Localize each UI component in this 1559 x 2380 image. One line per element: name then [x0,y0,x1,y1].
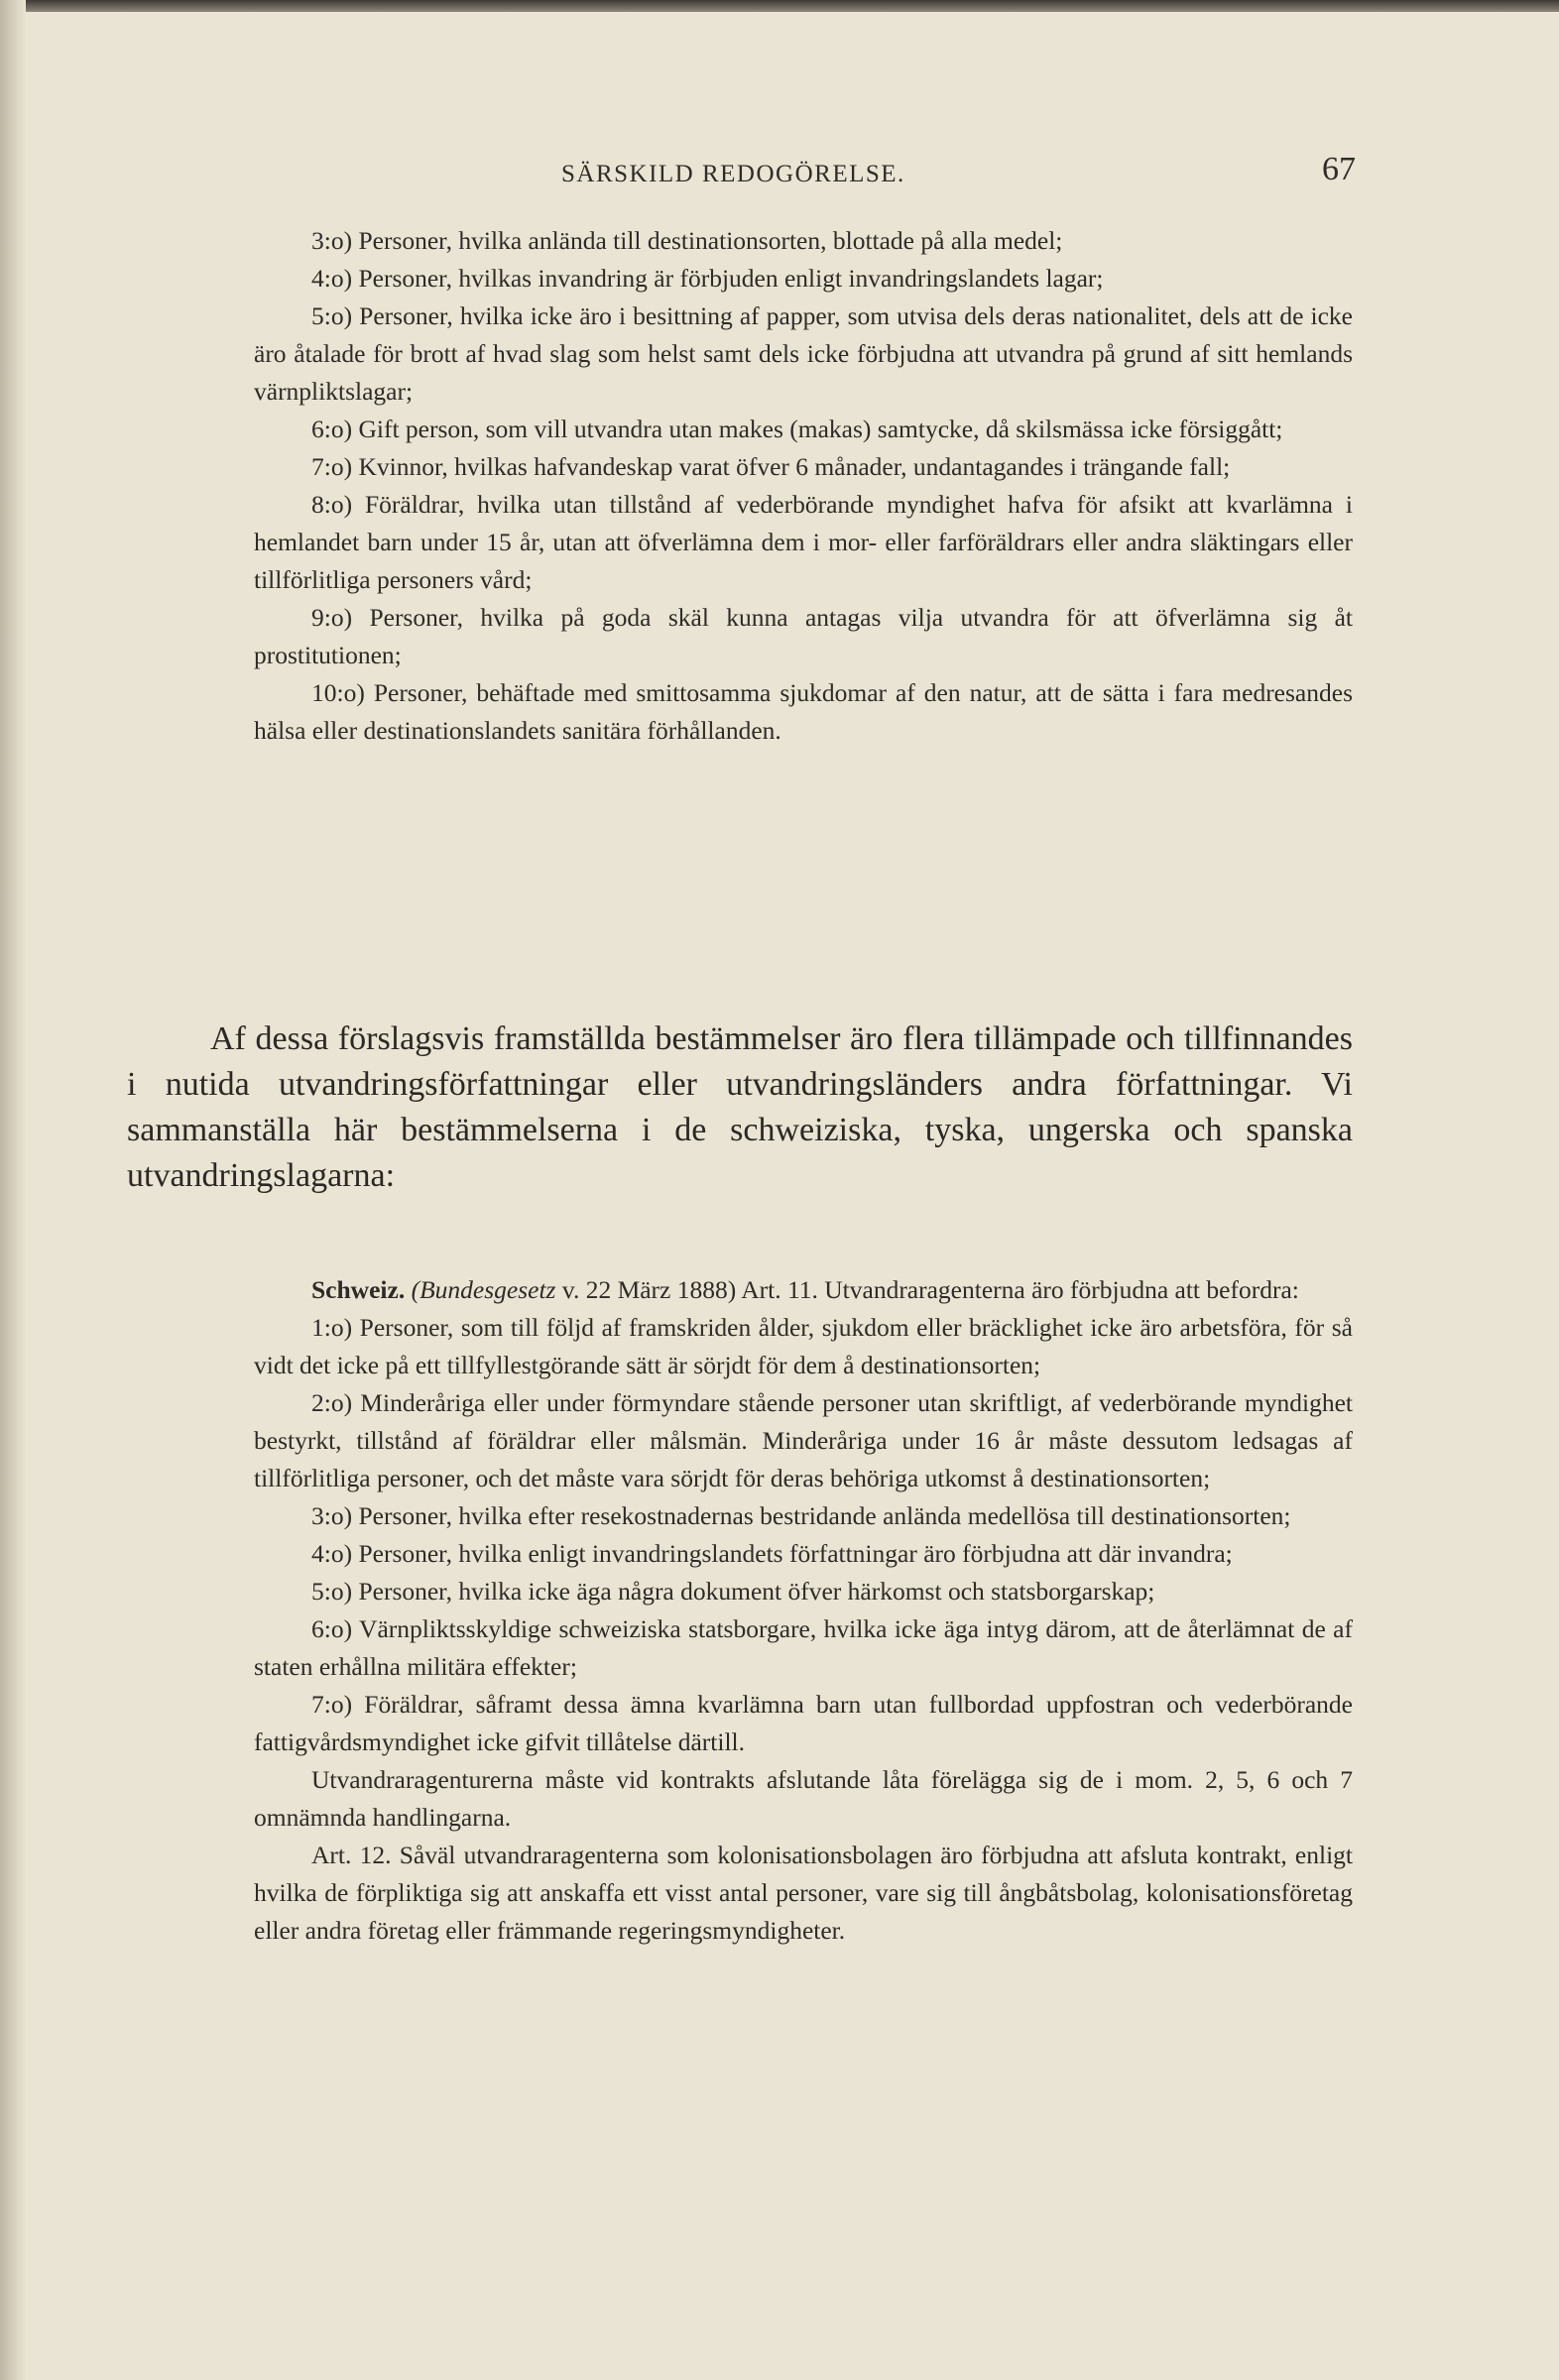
list-item: 10:o) Personer, behäftade med smittosamma sjukdomar af den natur, att de sätta i fara medresandes hälsa eller destinationslandets sanitära förhållanden. [254,678,1353,745]
page-number: 67 [1322,151,1356,187]
list-item: 3:o) Personer, hvilka anlända till destinationsorten, blottade på alla medel; [311,226,1063,255]
list-item: 8:o) Föräldrar, hvilka utan tillstånd af vederbörande myndighet hafva för afsikt att kvarlämna i hemlandet barn under 15 år, utan att öfverlämna dem i mor- eller farföräldrars eller andra släktingars eller tillförlitliga personers vård; [254,490,1353,594]
list-item: 2:o) Minderåriga eller under förmyndare stående personer utan skriftligt, af vederbörande myndighet bestyrkt, tillstånd af föräldrar eller målsmän. Minderåriga under 16 år måste dessutom ledsagas af tillförlitliga personer, och det måste vara sörjdt för deras behöriga utkomst å destinationsorten; [254,1388,1353,1492]
prohibited-persons-list [254,222,1353,750]
list-item: 9:o) Personer, hvilka på goda skäl kunna antagas vilja utvandra för att öfverlämna sig åt prostitutionen; [254,603,1353,669]
article-reference: v. 22 März 1888) Art. 11. Utvandraragenterna äro förbjudna att befordra: [561,1275,1299,1304]
paragraph: Utvandraragenturerna måste vid kontrakts afslutande låta förelägga sig de i mom. 2, 5, 6 och 7 omnämnda handlingarna. [254,1765,1353,1832]
swiss-law-section [254,1271,1353,1950]
list-item: 3:o) Personer, hvilka efter resekostnadernas bestridande anlända medellösa till destinationsorten; [311,1501,1291,1530]
paragraph: Art. 12. Såväl utvandraragenterna som kolonisationsbolagen äro förbjudna att afsluta kontrakt, enligt hvilka de förpliktiga sig att anskaffa ett visst antal personer, vare sig till ångbåtsbolag, kolonisationsföretag eller andra företag eller främmande regeringsmyndigheter. [254,1841,1353,1945]
list-item: 5:o) Personer, hvilka icke äro i besittning af papper, som utvisa dels deras nationalitet, dels att de icke äro åtalade för brott af hvad slag som helst samt dels icke förbjudna att utvandra på grund af sitt hemlands värnpliktslagar; [254,301,1353,406]
list-item: 7:o) Kvinnor, hvilkas hafvandeskap varat öfver 6 månader, undantagandes i trängande fall; [311,452,1231,481]
page-header [561,151,1356,190]
running-title: SÄRSKILD REDOGÖRELSE. [561,161,905,187]
list-item: 4:o) Personer, hvilka enligt invandringslandets författningar äro förbjudna att där invandra; [311,1539,1233,1568]
intro-paragraph: Af dessa förslagsvis framställda bestämmelser äro flera tillämpade och tillfinnandes i nutida utvandringsförfattningar eller utvandringsländers andra författningar. Vi sammanställa här bestämmelserna i de schweiziska, tyska, ungerska och spanska utvandringslagarna: [127,1020,1353,1194]
swiss-law-heading [254,1271,1353,1309]
list-item: 5:o) Personer, hvilka icke äga några dokument öfver härkomst och statsborgarskap; [311,1577,1155,1606]
law-source: (Bundesgesetz [411,1275,556,1304]
intro-paragraph-block [127,1016,1353,1199]
list-item: 7:o) Föräldrar, såframt dessa ämna kvarlämna barn utan fullbordad uppfostran och vederbörande fattigvårdsmyndighet icke gifvit tillåtelse därtill. [254,1690,1353,1756]
country-name: Schweiz. [311,1275,406,1304]
list-item: 6:o) Värnpliktsskyldige schweiziska statsborgare, hvilka icke äga intyg därom, att de återlämnat de af staten erhållna militära effekter; [254,1614,1353,1681]
list-item: 6:o) Gift person, som vill utvandra utan makes (makas) samtycke, då skilsmässa icke försiggått; [311,415,1283,443]
list-item: 4:o) Personer, hvilkas invandring är förbjuden enligt invandringslandets lagar; [311,264,1104,293]
list-item: 1:o) Personer, som till följd af framskriden ålder, sjukdom eller bräcklighet icke äro arbetsföra, för så vidt det icke på ett tillfyllestgörande sätt är sörjdt för dem å destinationsorten; [254,1313,1353,1379]
